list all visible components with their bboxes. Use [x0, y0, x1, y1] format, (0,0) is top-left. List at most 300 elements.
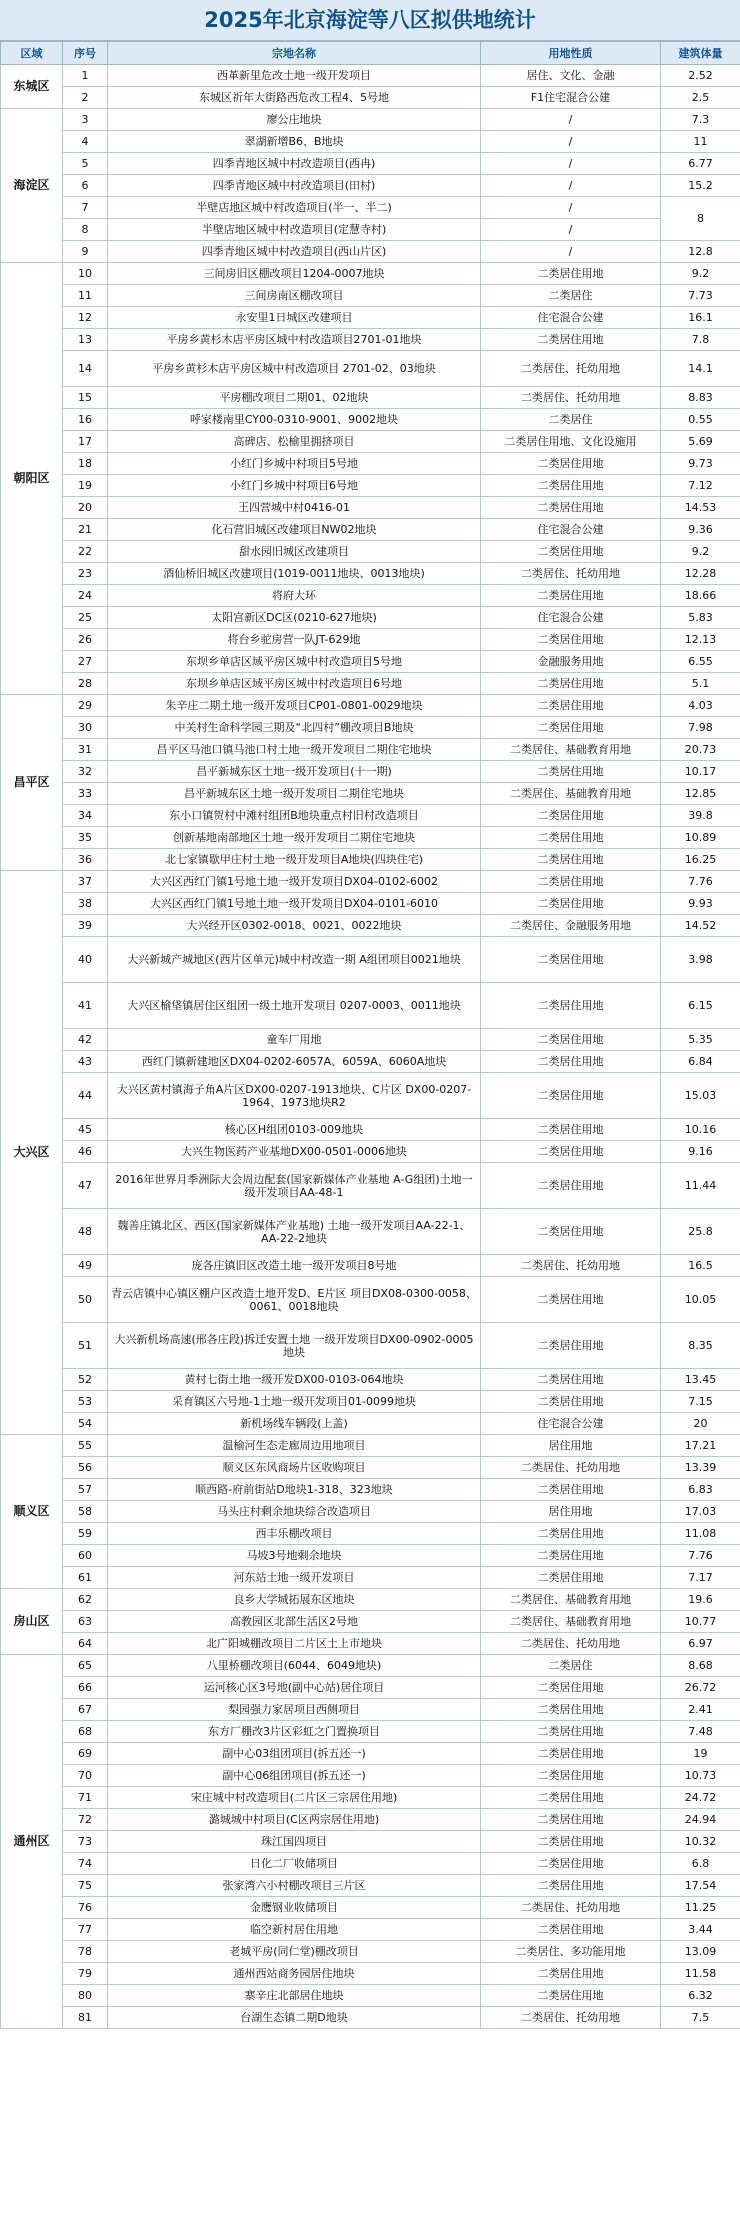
floor-area-cell: 7.17 [661, 1567, 740, 1589]
parcel-name-cell: 潞城城中村项目(C区两宗居住用地) [108, 1809, 481, 1831]
land-use-cell: / [481, 109, 661, 131]
parcel-name-cell: 顺西路-府前街站D地块1-318、323地块 [108, 1479, 481, 1501]
floor-area-cell: 9.93 [661, 893, 740, 915]
floor-area-cell: 7.15 [661, 1391, 740, 1413]
floor-area-cell: 6.77 [661, 153, 740, 175]
number-cell: 16 [63, 409, 108, 431]
table-row [1, 673, 740, 695]
parcel-name-cell: 昌平区马池口镇马池口村土地一级开发项目二期住宅地块 [108, 739, 481, 761]
land-use-cell: 二类居住用地 [481, 541, 661, 563]
floor-area-cell: 20.73 [661, 739, 740, 761]
number-cell: 76 [63, 1897, 108, 1919]
floor-area-cell: 5.35 [661, 1029, 740, 1051]
number-cell: 4 [63, 131, 108, 153]
number-cell: 73 [63, 1831, 108, 1853]
table-row [1, 1699, 740, 1721]
land-use-cell: 二类居住用地 [481, 585, 661, 607]
parcel-name-cell: 八里桥棚改项目(6044、6049地块) [108, 1655, 481, 1677]
land-use-cell: 住宅混合公建 [481, 519, 661, 541]
floor-area-cell: 6.97 [661, 1633, 740, 1655]
land-use-cell: 二类居住 [481, 1655, 661, 1677]
number-cell: 63 [63, 1611, 108, 1633]
number-cell: 43 [63, 1051, 108, 1073]
number-cell: 79 [63, 1963, 108, 1985]
number-cell: 17 [63, 431, 108, 453]
table-row [1, 65, 740, 87]
land-use-cell: 二类居住用地、文化设施用 [481, 431, 661, 453]
floor-area-cell: 17.03 [661, 1501, 740, 1523]
floor-area-cell: 6.84 [661, 1051, 740, 1073]
floor-area-cell: 6.55 [661, 651, 740, 673]
land-use-cell: 二类居住用地 [481, 475, 661, 497]
floor-area-cell: 2.41 [661, 1699, 740, 1721]
table-row [1, 849, 740, 871]
table-row [1, 1611, 740, 1633]
number-cell: 60 [63, 1545, 108, 1567]
number-cell: 31 [63, 739, 108, 761]
land-use-cell: 二类居住用地 [481, 497, 661, 519]
number-cell: 78 [63, 1941, 108, 1963]
floor-area-cell: 5.83 [661, 607, 740, 629]
district-cell: 顺义区 [1, 1435, 63, 1589]
table-row [1, 1743, 740, 1765]
table-row [1, 409, 740, 431]
land-use-cell: 二类居住用地 [481, 329, 661, 351]
number-cell: 57 [63, 1479, 108, 1501]
land-use-cell: F1住宅混合公建 [481, 87, 661, 109]
parcel-name-cell: 大兴区西红门镇1号地土地一级开发项目DX04-0102-6002 [108, 871, 481, 893]
floor-area-cell: 8 [661, 197, 740, 241]
number-cell: 10 [63, 263, 108, 285]
table-row [1, 263, 740, 285]
table-row [1, 695, 740, 717]
table-row [1, 827, 740, 849]
table-row [1, 1765, 740, 1787]
floor-area-cell: 11.08 [661, 1523, 740, 1545]
table-row [1, 1435, 740, 1457]
table-row [1, 1413, 740, 1435]
parcel-name-cell: 大兴经开区0302-0018、0021、0022地块 [108, 915, 481, 937]
parcel-name-cell: 魏善庄镇北区、西区(国家新媒体产业基地) 土地一级开发项目AA-22-1、AA-22-2地块 [108, 1209, 481, 1255]
floor-area-cell: 7.12 [661, 475, 740, 497]
number-cell: 23 [63, 563, 108, 585]
number-cell: 47 [63, 1163, 108, 1209]
number-cell: 36 [63, 849, 108, 871]
table-row [1, 1721, 740, 1743]
floor-area-cell: 6.32 [661, 1985, 740, 2007]
floor-area-cell: 7.73 [661, 285, 740, 307]
number-cell: 52 [63, 1369, 108, 1391]
table-row [1, 1589, 740, 1611]
table-row [1, 1567, 740, 1589]
land-use-cell: 二类居住用地 [481, 1963, 661, 1985]
parcel-name-cell: 大兴区西红门镇1号地土地一级开发项目DX04-0101-6010 [108, 893, 481, 915]
table-row [1, 585, 740, 607]
parcel-name-cell: 小红门乡城中村项目6号地 [108, 475, 481, 497]
number-cell: 34 [63, 805, 108, 827]
parcel-name-cell: 副中心06组团项目(拆五还一) [108, 1765, 481, 1787]
floor-area-cell: 26.72 [661, 1677, 740, 1699]
floor-area-cell: 7.5 [661, 2007, 740, 2029]
land-use-cell: 二类居住 [481, 285, 661, 307]
table-row [1, 307, 740, 329]
land-use-cell: / [481, 131, 661, 153]
header-district: 区域 [1, 42, 63, 65]
floor-area-cell: 20 [661, 1413, 740, 1435]
land-use-cell: 二类居住用地 [481, 1479, 661, 1501]
number-cell: 59 [63, 1523, 108, 1545]
table-row [1, 1073, 740, 1119]
land-use-cell: 二类居住用地 [481, 1875, 661, 1897]
parcel-name-cell: 三间房旧区棚改项目1204-0007地块 [108, 263, 481, 285]
floor-area-cell: 10.16 [661, 1119, 740, 1141]
floor-area-cell: 10.73 [661, 1765, 740, 1787]
number-cell: 67 [63, 1699, 108, 1721]
table-row [1, 1391, 740, 1413]
parcel-name-cell: 翠湖新增B6、B地块 [108, 131, 481, 153]
floor-area-cell: 8.83 [661, 387, 740, 409]
number-cell: 15 [63, 387, 108, 409]
land-use-cell: 二类居住、基础教育用地 [481, 1611, 661, 1633]
land-use-cell: 二类居住用地 [481, 1831, 661, 1853]
number-cell: 44 [63, 1073, 108, 1119]
number-cell: 68 [63, 1721, 108, 1743]
table-row [1, 1875, 740, 1897]
land-use-cell: 二类居住用地 [481, 1567, 661, 1589]
number-cell: 45 [63, 1119, 108, 1141]
number-cell: 28 [63, 673, 108, 695]
floor-area-cell: 17.54 [661, 1875, 740, 1897]
parcel-name-cell: 顺义区东风商场片区收购项目 [108, 1457, 481, 1479]
table-row [1, 805, 740, 827]
number-cell: 5 [63, 153, 108, 175]
parcel-name-cell: 平房乡黄杉木店平房区城中村改造项目2701-01地块 [108, 329, 481, 351]
land-supply-table [0, 41, 740, 2029]
floor-area-cell: 10.89 [661, 827, 740, 849]
land-use-cell: 二类居住用地 [481, 1029, 661, 1051]
floor-area-cell: 13.45 [661, 1369, 740, 1391]
parcel-name-cell: 西红门镇新建地区DX04-0202-6057A、6059A、6060A地块 [108, 1051, 481, 1073]
land-use-cell: / [481, 153, 661, 175]
land-use-cell: 二类居住用地 [481, 761, 661, 783]
header-number: 序号 [63, 42, 108, 65]
table-row [1, 1985, 740, 2007]
land-use-cell: 二类居住、托幼用地 [481, 563, 661, 585]
land-use-cell: 二类居住、基础教育用地 [481, 1589, 661, 1611]
number-cell: 32 [63, 761, 108, 783]
parcel-name-cell: 半壁店地区城中村改造项目(半一、半二) [108, 197, 481, 219]
table-row [1, 1369, 740, 1391]
table-row [1, 1545, 740, 1567]
land-use-cell: 二类居住用地 [481, 629, 661, 651]
number-cell: 2 [63, 87, 108, 109]
number-cell: 26 [63, 629, 108, 651]
table-row [1, 197, 740, 219]
floor-area-cell: 16.1 [661, 307, 740, 329]
land-use-cell: 二类居住用地 [481, 1391, 661, 1413]
sheet-title: 2025年北京海淀等八区拟供地统计 [0, 0, 740, 41]
floor-area-cell: 3.98 [661, 937, 740, 983]
parcel-name-cell: 梨园强力家居项目西侧项目 [108, 1699, 481, 1721]
land-use-cell: 二类居住用地 [481, 1277, 661, 1323]
parcel-name-cell: 化石营旧城区改建项目NW02地块 [108, 519, 481, 541]
number-cell: 8 [63, 219, 108, 241]
table-row [1, 1051, 740, 1073]
parcel-name-cell: 北广阳城棚改项目二片区土上市地块 [108, 1633, 481, 1655]
land-use-cell: / [481, 241, 661, 263]
floor-area-cell: 3.44 [661, 1919, 740, 1941]
parcel-name-cell: 核心区H组团0103-009地块 [108, 1119, 481, 1141]
parcel-name-cell: 西丰乐棚改项目 [108, 1523, 481, 1545]
number-cell: 19 [63, 475, 108, 497]
floor-area-cell: 4.03 [661, 695, 740, 717]
parcel-name-cell: 廖公庄地块 [108, 109, 481, 131]
parcel-name-cell: 宋庄城中村改造项目(二片区三宗居住用地) [108, 1787, 481, 1809]
parcel-name-cell: 金鹰钢业收储项目 [108, 1897, 481, 1919]
table-row [1, 87, 740, 109]
table-row [1, 1323, 740, 1369]
parcel-name-cell: 三间房南区棚改项目 [108, 285, 481, 307]
floor-area-cell: 0.55 [661, 409, 740, 431]
parcel-name-cell: 创新基地南部地区土地一级开发项目二期住宅地块 [108, 827, 481, 849]
table-row [1, 1209, 740, 1255]
parcel-name-cell: 温榆河生态走廊周边用地项目 [108, 1435, 481, 1457]
parcel-name-cell: 寨辛庄北部居住地块 [108, 1985, 481, 2007]
table-row [1, 153, 740, 175]
number-cell: 13 [63, 329, 108, 351]
number-cell: 37 [63, 871, 108, 893]
parcel-name-cell: 永安里1日城区改建项目 [108, 307, 481, 329]
land-use-cell: 住宅混合公建 [481, 1413, 661, 1435]
table-row [1, 1029, 740, 1051]
table-row [1, 607, 740, 629]
land-use-cell: 二类居住、托幼用地 [481, 1633, 661, 1655]
table-row [1, 1523, 740, 1545]
floor-area-cell: 12.8 [661, 241, 740, 263]
floor-area-cell: 6.8 [661, 1853, 740, 1875]
table-row [1, 1479, 740, 1501]
land-use-cell: 二类居住用地 [481, 1699, 661, 1721]
land-use-cell: 二类居住用地 [481, 871, 661, 893]
parcel-name-cell: 呼家楼南里CY00-0310-9001、9002地块 [108, 409, 481, 431]
land-use-cell: / [481, 175, 661, 197]
table-row [1, 1853, 740, 1875]
number-cell: 38 [63, 893, 108, 915]
floor-area-cell: 7.3 [661, 109, 740, 131]
number-cell: 25 [63, 607, 108, 629]
floor-area-cell: 10.17 [661, 761, 740, 783]
number-cell: 69 [63, 1743, 108, 1765]
number-cell: 20 [63, 497, 108, 519]
table-row [1, 219, 740, 241]
parcel-name-cell: 昌平新城东区土地一级开发项目二期住宅地块 [108, 783, 481, 805]
district-cell: 房山区 [1, 1589, 63, 1655]
table-row [1, 761, 740, 783]
number-cell: 42 [63, 1029, 108, 1051]
parcel-name-cell: 珠江国四项目 [108, 1831, 481, 1853]
land-use-cell: 二类居住用地 [481, 717, 661, 739]
land-use-cell: 二类居住用地 [481, 937, 661, 983]
table-body [1, 65, 740, 2029]
number-cell: 14 [63, 351, 108, 387]
land-use-cell: 二类居住用地 [481, 849, 661, 871]
parcel-name-cell: 高碑店、松榆里拥挤项目 [108, 431, 481, 453]
parcel-name-cell: 老城平房(同仁堂)棚改项目 [108, 1941, 481, 1963]
floor-area-cell: 10.05 [661, 1277, 740, 1323]
land-use-cell: 二类居住用地 [481, 1853, 661, 1875]
table-row [1, 475, 740, 497]
parcel-name-cell: 黄村七街土地一级开发DX00-0103-064地块 [108, 1369, 481, 1391]
header-row [1, 42, 740, 65]
floor-area-cell: 10.77 [661, 1611, 740, 1633]
floor-area-cell: 15.03 [661, 1073, 740, 1119]
land-use-cell: 住宅混合公建 [481, 307, 661, 329]
number-cell: 29 [63, 695, 108, 717]
table-row [1, 1119, 740, 1141]
parcel-name-cell: 大兴区黄村镇海子角A片区DX00-0207-1913地块、C片区 DX00-0207-1964、1973地块R2 [108, 1073, 481, 1119]
land-use-cell: 居住用地 [481, 1435, 661, 1457]
parcel-name-cell: 平房棚改项目二期01、02地块 [108, 387, 481, 409]
floor-area-cell: 17.21 [661, 1435, 740, 1457]
table-row [1, 783, 740, 805]
table-row [1, 1941, 740, 1963]
parcel-name-cell: 中关村生命科学园三期及“北四村”棚改项目B地块 [108, 717, 481, 739]
floor-area-cell: 24.72 [661, 1787, 740, 1809]
table-row [1, 1141, 740, 1163]
land-use-cell: 二类居住用地 [481, 1765, 661, 1787]
table-row [1, 739, 740, 761]
land-use-cell: 二类居住、托幼用地 [481, 1897, 661, 1919]
parcel-name-cell: 将台乡驼房营一队JT-629地 [108, 629, 481, 651]
land-use-cell: 二类居住用地 [481, 1119, 661, 1141]
table-row [1, 563, 740, 585]
table-row [1, 1919, 740, 1941]
floor-area-cell: 15.2 [661, 175, 740, 197]
land-use-cell: 二类居住用地 [481, 1323, 661, 1369]
number-cell: 18 [63, 453, 108, 475]
floor-area-cell: 7.76 [661, 1545, 740, 1567]
floor-area-cell: 6.15 [661, 983, 740, 1029]
number-cell: 9 [63, 241, 108, 263]
number-cell: 30 [63, 717, 108, 739]
number-cell: 71 [63, 1787, 108, 1809]
land-use-cell: 二类居住、基础教育用地 [481, 783, 661, 805]
parcel-name-cell: 马坡3号地剩余地块 [108, 1545, 481, 1567]
header-land-use: 用地性质 [481, 42, 661, 65]
land-use-cell: 金融服务用地 [481, 651, 661, 673]
table-row [1, 1787, 740, 1809]
table-row [1, 1655, 740, 1677]
parcel-name-cell: 昌平新城东区土地一级开发项目(十一期) [108, 761, 481, 783]
floor-area-cell: 9.73 [661, 453, 740, 475]
number-cell: 6 [63, 175, 108, 197]
land-use-cell: 二类居住、托幼用地 [481, 1255, 661, 1277]
table-row [1, 1163, 740, 1209]
number-cell: 75 [63, 1875, 108, 1897]
header-parcel-name: 宗地名称 [108, 42, 481, 65]
land-use-cell: 二类居住用地 [481, 453, 661, 475]
parcel-name-cell: 东方厂棚改3片区彩虹之门置换项目 [108, 1721, 481, 1743]
parcel-name-cell: 四季青地区城中村改造项目(西山片区) [108, 241, 481, 263]
number-cell: 40 [63, 937, 108, 983]
number-cell: 48 [63, 1209, 108, 1255]
table-row [1, 983, 740, 1029]
floor-area-cell: 9.2 [661, 541, 740, 563]
floor-area-cell: 8.68 [661, 1655, 740, 1677]
parcel-name-cell: 大兴生物医药产业基地DX00-0501-0006地块 [108, 1141, 481, 1163]
land-use-cell: 二类居住、多功能用地 [481, 1941, 661, 1963]
parcel-name-cell: 东坝乡单店区域平房区城中村改造项目5号地 [108, 651, 481, 673]
table-row [1, 241, 740, 263]
table-row [1, 519, 740, 541]
land-use-cell: 住宅混合公建 [481, 607, 661, 629]
number-cell: 74 [63, 1853, 108, 1875]
floor-area-cell: 19.6 [661, 1589, 740, 1611]
parcel-name-cell: 小红门乡城中村项目5号地 [108, 453, 481, 475]
number-cell: 46 [63, 1141, 108, 1163]
floor-area-cell: 8.35 [661, 1323, 740, 1369]
floor-area-cell: 2.52 [661, 65, 740, 87]
floor-area-cell: 11.58 [661, 1963, 740, 1985]
land-use-cell: 二类居住用地 [481, 1809, 661, 1831]
number-cell: 39 [63, 915, 108, 937]
land-use-cell: 二类居住用地 [481, 983, 661, 1029]
land-use-cell: 二类居住用地 [481, 1787, 661, 1809]
parcel-name-cell: 2016年世界月季洲际大会周边配套(国家新媒体产业基地 A-G组团)土地一级开发项目AA-48-1 [108, 1163, 481, 1209]
number-cell: 54 [63, 1413, 108, 1435]
district-cell: 通州区 [1, 1655, 63, 2029]
land-use-cell: 二类居住、金融服务用地 [481, 915, 661, 937]
floor-area-cell: 9.36 [661, 519, 740, 541]
district-cell: 大兴区 [1, 871, 63, 1435]
land-use-cell: 居住用地 [481, 1501, 661, 1523]
parcel-name-cell: 平房乡黄杉木店平房区城中村改造项目 2701-02、03地块 [108, 351, 481, 387]
number-cell: 65 [63, 1655, 108, 1677]
parcel-name-cell: 大兴新机场高速(邢各庄段)拆迁安置土地 一级开发项目DX00-0902-0005地块 [108, 1323, 481, 1369]
floor-area-cell: 2.5 [661, 87, 740, 109]
parcel-name-cell: 大兴新城产城地区(西片区单元)城中村改造一期 A组团项目0021地块 [108, 937, 481, 983]
parcel-name-cell: 临空新村居住用地 [108, 1919, 481, 1941]
table-row [1, 131, 740, 153]
parcel-name-cell: 副中心03组团项目(拆五还一) [108, 1743, 481, 1765]
number-cell: 22 [63, 541, 108, 563]
district-cell: 海淀区 [1, 109, 63, 263]
header-floor-area: 建筑体量 [661, 42, 740, 65]
land-use-cell: 二类居住用地 [481, 1545, 661, 1567]
floor-area-cell: 11.25 [661, 1897, 740, 1919]
table-row [1, 629, 740, 651]
floor-area-cell: 7.76 [661, 871, 740, 893]
floor-area-cell: 12.13 [661, 629, 740, 651]
land-use-cell: 二类居住、托幼用地 [481, 387, 661, 409]
table-row [1, 651, 740, 673]
land-use-cell: 二类居住用地 [481, 263, 661, 285]
floor-area-cell: 11.44 [661, 1163, 740, 1209]
land-use-cell: 二类居住用地 [481, 673, 661, 695]
floor-area-cell: 25.8 [661, 1209, 740, 1255]
land-use-cell: 二类居住用地 [481, 1677, 661, 1699]
floor-area-cell: 6.83 [661, 1479, 740, 1501]
land-use-cell: 二类居住用地 [481, 805, 661, 827]
parcel-name-cell: 新机场线车辆段(上盖) [108, 1413, 481, 1435]
parcel-name-cell: 半壁店地区城中村改造项目(定慧寺村) [108, 219, 481, 241]
land-use-cell: 二类居住、托幼用地 [481, 1457, 661, 1479]
land-use-cell: 二类居住用地 [481, 1985, 661, 2007]
land-use-cell: 二类居住用地 [481, 1141, 661, 1163]
parcel-name-cell: 良乡大学城拓展东区地块 [108, 1589, 481, 1611]
table-row [1, 1963, 740, 1985]
land-use-cell: 二类居住用地 [481, 893, 661, 915]
